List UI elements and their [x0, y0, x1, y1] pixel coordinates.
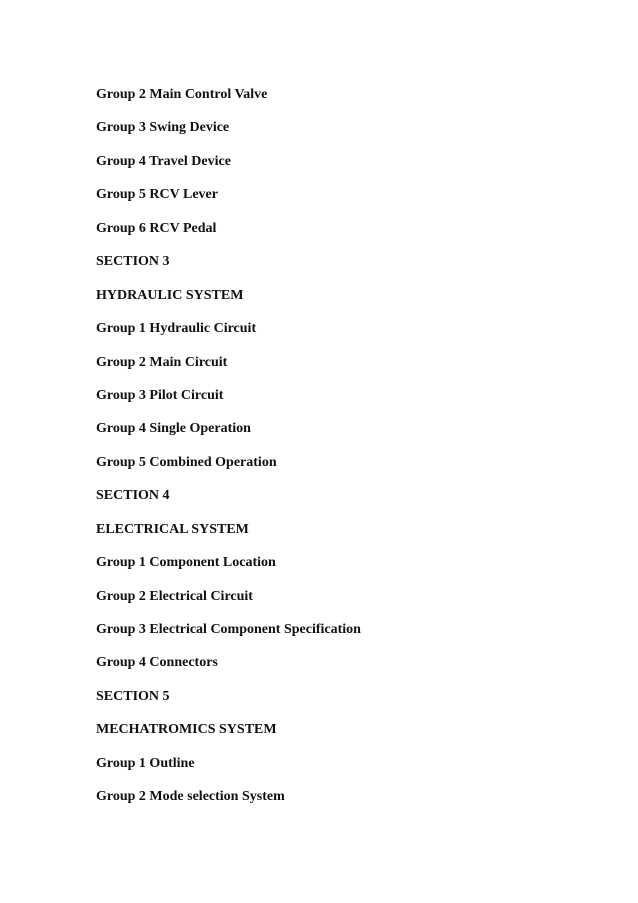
toc-entry-group-4-travel-device: Group 4 Travel Device: [96, 153, 231, 169]
section-heading-3: SECTION 3: [96, 254, 170, 270]
toc-entry-group-3-electrical-component-specification: Group 3 Electrical Component Specification: [96, 622, 361, 637]
toc-entry-group-3-pilot-circuit: Group 3 Pilot Circuit: [96, 387, 224, 403]
toc-entry-group-1-outline: Group 1 Outline: [96, 755, 195, 771]
toc-entry-group-2-main-control-valve: Group 2 Main Control Valve: [96, 87, 268, 102]
section-title-electrical-system: ELECTRICAL SYSTEM: [96, 521, 249, 537]
table-of-contents: [96, 86, 361, 822]
toc-entry-group-4-single-operation: Group 4 Single Operation: [96, 421, 251, 437]
toc-entry-group-4-connectors: Group 4 Connectors: [96, 655, 218, 671]
section-heading-5: SECTION 5: [96, 688, 170, 704]
section-title-mechatromics-system: MECHATROMICS SYSTEM: [96, 722, 277, 738]
toc-entry-group-1-hydraulic-circuit: Group 1 Hydraulic Circuit: [96, 321, 257, 337]
toc-entry-group-2-mode-selection-system: Group 2 Mode selection System: [96, 789, 285, 805]
toc-entry-group-5-combined-operation: Group 5 Combined Operation: [96, 454, 277, 470]
toc-entry-group-2-main-circuit: Group 2 Main Circuit: [96, 354, 228, 370]
toc-entry-group-3-swing-device: Group 3 Swing Device: [96, 120, 230, 136]
toc-entry-group-6-rcv-pedal: Group 6 RCV Pedal: [96, 220, 217, 236]
toc-entry-group-2-electrical-circuit: Group 2 Electrical Circuit: [96, 588, 253, 604]
section-title-hydraulic-system: HYDRAULIC SYSTEM: [96, 287, 244, 303]
toc-entry-group-5-rcv-lever: Group 5 RCV Lever: [96, 187, 218, 203]
section-heading-4: SECTION 4: [96, 488, 170, 504]
toc-entry-group-1-component-location: Group 1 Component Location: [96, 555, 276, 571]
